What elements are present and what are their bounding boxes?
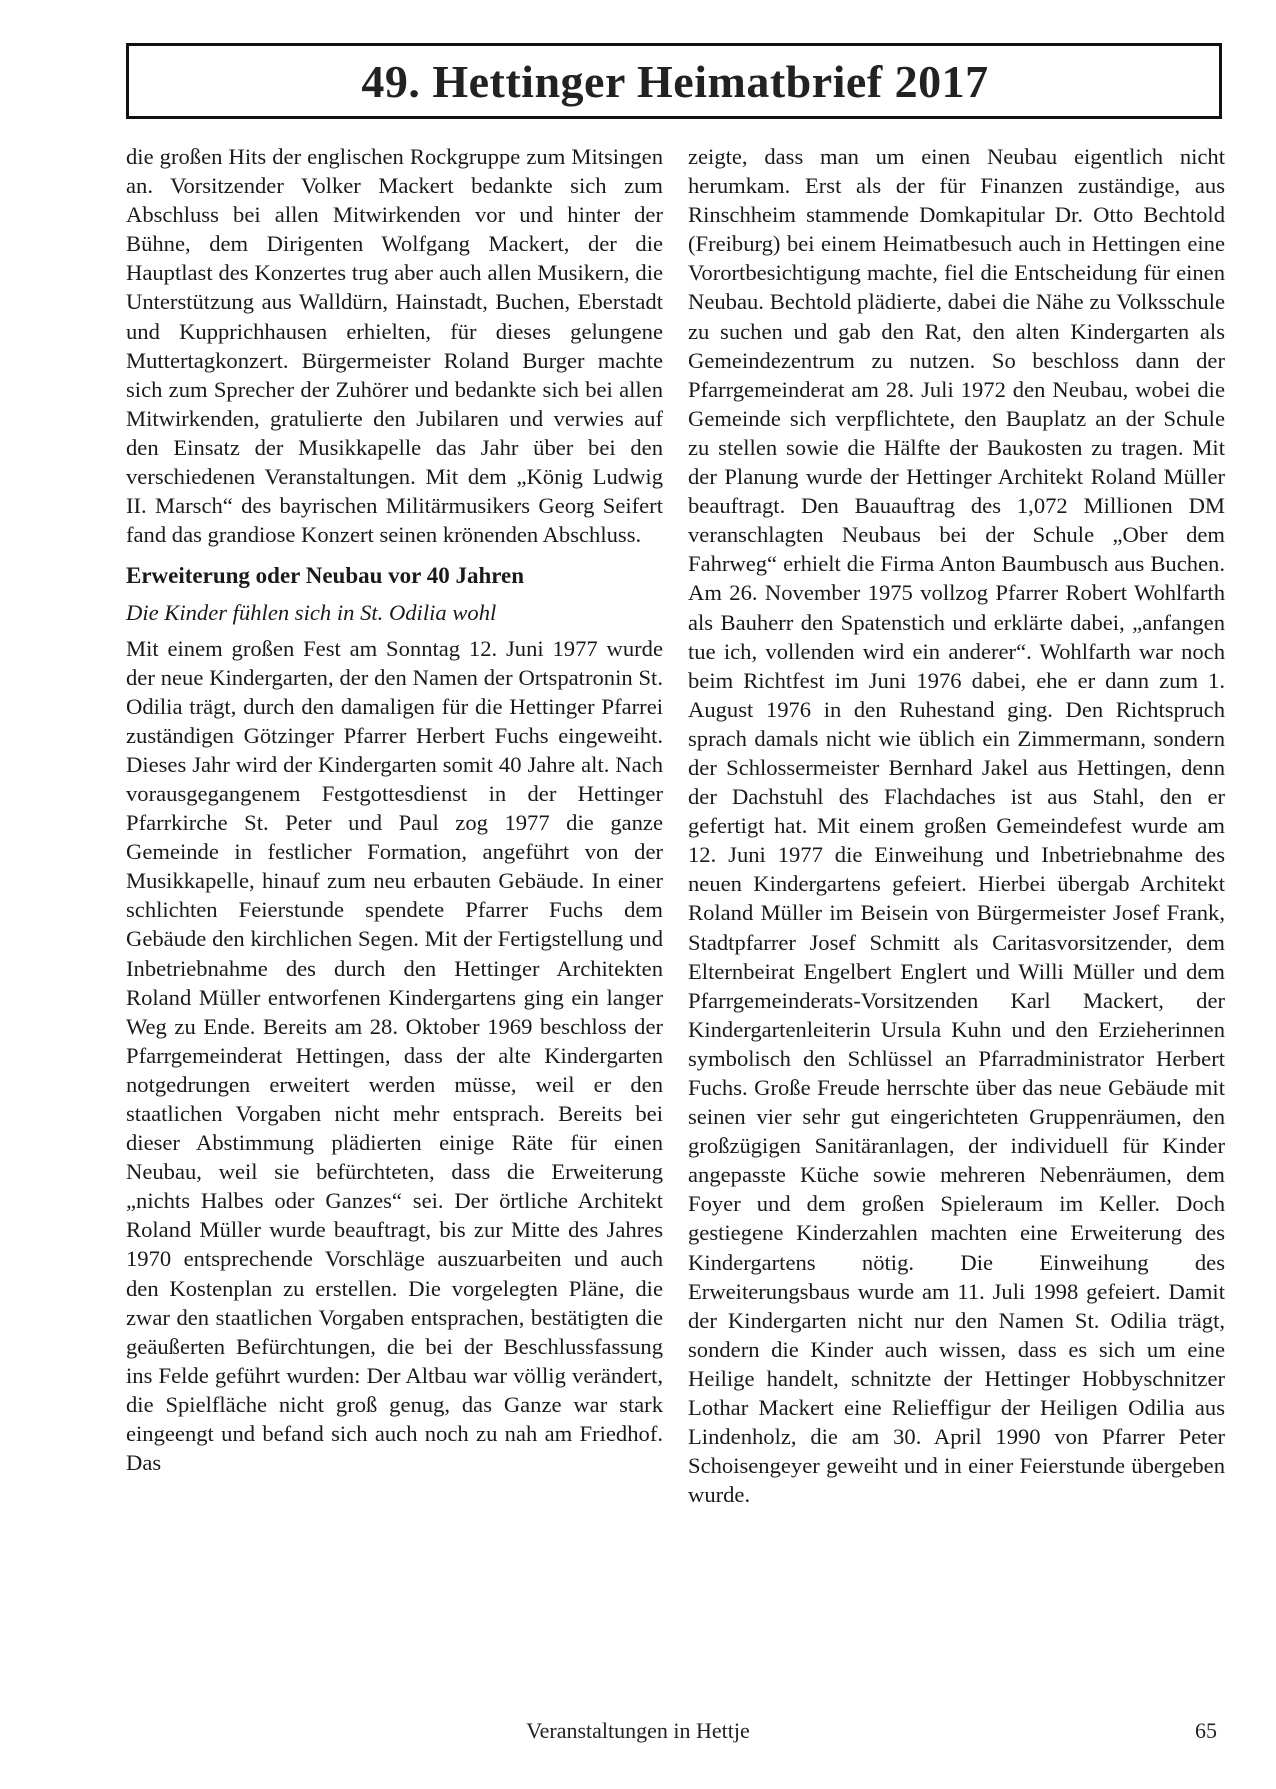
page-title: 49. Hettinger Heimatbrief 2017 xyxy=(361,55,989,107)
article-paragraph: Mit einem großen Fest am Sonntag 12. Juni 1977 wurde der neue Kindergarten, der den Namen der Ortspatronin St. Odilia trägt, durch den damaligen für die Hettinger Pfarrei zuständigen Götzinger Pfarrer Herbert Fuchs eingeweiht. Dieses Jahr wird der Kindergarten somit 40 Jahre alt. Nach vorausgegangenem Festgottesdienst in der Hettinger Pfarrkirche St. Peter und Paul zog 1977 die ganze Gemeinde in festlicher Formation, angeführt von der Musikkapelle, hinauf zum neu erbauten Gebäude. In einer schlichten Feierstunde spendete Pfarrer Fuchs dem Gebäude den kirchlichen Segen. Mit der Fertigstellung und Inbetriebnahme des durch den Hettinger Architekten Roland Müller entworfenen Kindergartens ging ein langer Weg zu Ende. Bereits am 28. Oktober 1969 beschloss der Pfarrgemeinderat Hettingen, dass der alte Kindergarten notgedrungen erweitert werden müsse, weil er den staatlichen Vorgaben nicht mehr entsprach. Bereits bei dieser Abstimmung plädierten einige Räte für einen Neubau, weil sie befürchteten, dass die Erweiterung „nichts Halbes oder Ganzes“ sei. Der örtliche Architekt Roland Müller wurde beauftragt, bis zur Mitte des Jahres 1970 entsprechende Vorschläge auszuarbeiten und auch den Kostenplan zu erstellen. Die vorgelegten Pläne, die zwar den staatlichen Vorgaben entsprachen, bestätigten die geäußerten Befürchtungen, die bei der Beschlussfassung ins Felde geführt wurden: Der Altbau war völlig verändert, die Spielfläche nicht groß genug, das Ganze war stark eingeengt und befand sich auch noch zu nah am Friedhof. Das xyxy=(126,635,663,1476)
page-number: 65 xyxy=(1195,1718,1217,1743)
left-column xyxy=(126,142,663,1477)
section-subheading: Die Kinder fühlen sich in St. Odilia wohl xyxy=(126,600,497,626)
section-heading: Erweiterung oder Neubau vor 40 Jahren xyxy=(126,563,525,589)
article-paragraph-continued: zeigte, dass man um einen Neubau eigentlich nicht herumkam. Erst als der für Finanzen zuständige, aus Rinschheim stammende Domkapitular Dr. Otto Bechtold (Freiburg) bei einem Heimatbesuch auch in Hettingen eine Vorortbesichtigung machte, fiel die Entscheidung für einen Neubau. Bechtold plädierte, dabei die Nähe zu Volksschule zu suchen und gab den Rat, den alten Kindergarten als Gemeindezentrum zu nutzen. So beschloss dann der Pfarrgemeinderat am 28. Juli 1972 den Neubau, wobei die Gemeinde sich verpflichtete, den Bauplatz an der Schule zu stellen sowie die Hälfte der Baukosten zu tragen. Mit der Planung wurde der Hettinger Architekt Roland Müller beauftragt. Den Bauauftrag des 1,072 Millionen DM veranschlagten Neubaus bei der Schule „Ober dem Fahrweg“ erhielt die Firma Anton Baumbusch aus Buchen. Am 26. November 1975 vollzog Pfarrer Robert Wohlfarth als Bauherr den Spatenstich und erklärte dabei, „anfangen tue ich, vollenden wird ein anderer“. Wohlfarth war noch beim Richtfest im Juni 1976 dabei, ehe er dann zum 1. August 1976 in den Ruhestand ging. Den Richtspruch sprach damals nicht wie üblich ein Zimmermann, sondern der Schlossermeister Bernhard Jakel aus Hettingen, denn der Dachstuhl des Flachdaches ist aus Stahl, den er gefertigt hat. Mit einem großen Gemeindefest wurde am 12. Juni 1977 die Einweihung und Inbetriebnahme des neuen Kindergartens gefeiert. Hierbei übergab Architekt Roland Müller im Beisein von Bürgermeister Josef Frank, Stadtpfarrer Josef Schmitt als Caritasvorsitzender, dem Elternbeirat Engelbert Englert und Willi Müller und dem Pfarrgemeinderats-Vorsitzenden Karl Mackert, der Kindergartenleiterin Ursula Kuhn und den Erzieherinnen symbolisch den Schlüssel an Pfarradministrator Herbert Fuchs. Große Freude herrschte über das neue Gebäude mit seinen vier sehr gut eingerichteten Gruppenräumen, den großzügigen Sanitäranlagen, der individuell für Kinder angepasste Küche sowie mehreren Nebenräumen, dem Foyer und dem großen Spieleraum im Keller. Doch gestiegene Kinderzahlen machten eine Erweiterung des Kindergartens nötig. Die Einweihung des Erweiterungsbaus wurde am 11. Juli 1998 gefeiert. Damit der Kindergarten nicht nur den Namen St. Odilia trägt, sondern die Kinder auch wissen, dass es sich um eine Heilige handelt, schnitzte der Hettinger Hobbyschnitzer Lothar Mackert eine Relieffigur der Heiligen Odilia aus Lindenholz, die am 30. April 1990 von Pfarrer Peter Schoisengeyer geweiht und in einer Feierstunde übergeben wurde. xyxy=(688,144,1225,1508)
right-column xyxy=(688,142,1225,1509)
intro-paragraph: die großen Hits der englischen Rockgruppe zum Mitsingen an. Vorsitzender Volker Mackert bedankte sich zum Abschluss bei allen Mitwirkenden vor und hinter der Bühne, dem Dirigenten Wolfgang Mackert, der die Hauptlast des Konzertes trug aber auch allen Musikern, die Unterstützung aus Walldürn, Hainstadt, Buchen, Eberstadt und Kupprichhausen erhielten, für dieses gelungene Muttertagkonzert. Bürgermeister Roland Burger machte sich zum Sprecher der Zuhörer und bedankte sich bei allen Mitwirkenden, gratulierte den Jubilaren und verwies auf den Einsatz der Musikkapelle das Jahr über bei den verschiedenen Veranstaltungen. Mit dem „König Ludwig II. Marsch“ des bayrischen Militärmusikers Georg Seifert fand das grandiose Konzert seinen krönenden Abschluss. xyxy=(126,144,663,548)
footer-section-name: Veranstaltungen in Hettje xyxy=(526,1718,750,1743)
header-box xyxy=(126,43,1222,119)
